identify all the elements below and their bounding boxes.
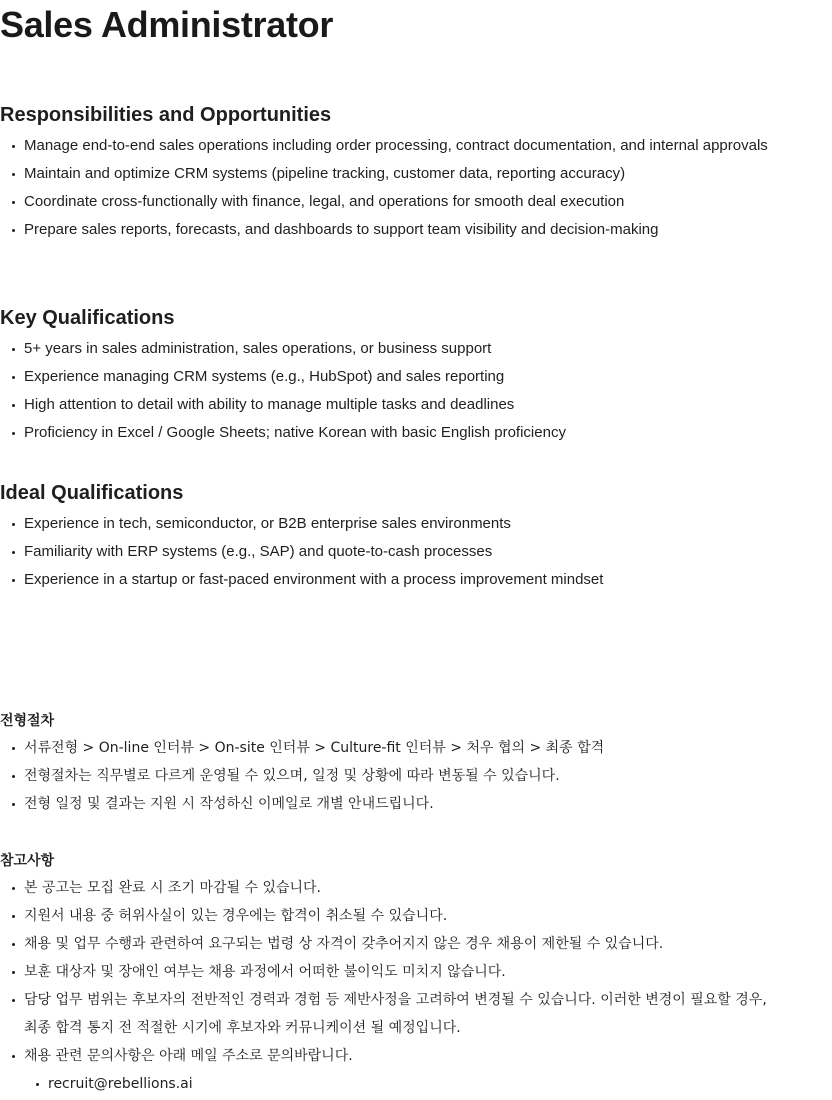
list-item: Proficiency in Excel / Google Sheets; native Korean with basic English proficiency xyxy=(0,419,770,447)
list-item: Familiarity with ERP systems (e.g., SAP) and quote-to-cash processes xyxy=(0,538,770,566)
list-item: Experience managing CRM systems (e.g., HubSpot) and sales reporting xyxy=(0,363,770,391)
contact-list xyxy=(0,1070,770,1098)
ideal-qualifications-list xyxy=(0,510,770,594)
responsibilities-list xyxy=(0,132,770,244)
list-item: 보훈 대상자 및 장애인 여부는 채용 과정에서 어떠한 불이익도 미치지 않습니다. xyxy=(0,958,770,986)
contact-email: recruit@rebellions.ai xyxy=(0,1070,770,1098)
responsibilities-heading: Responsibilities and Opportunities xyxy=(0,104,332,126)
process-list xyxy=(0,734,770,818)
page-title: Sales Administrator xyxy=(0,4,334,45)
list-item: Coordinate cross-functionally with finance, legal, and operations for smooth deal execution xyxy=(0,188,770,216)
list-item: High attention to detail with ability to manage multiple tasks and deadlines xyxy=(0,391,770,419)
list-item: 전형절차는 직무별로 다르게 운영될 수 있으며, 일정 및 상황에 따라 변동될 수 있습니다. xyxy=(0,762,770,790)
process-heading: 전형절차 xyxy=(0,712,55,728)
list-item: 지원서 내용 중 허위사실이 있는 경우에는 합격이 취소될 수 있습니다. xyxy=(0,902,770,930)
key-qualifications-list xyxy=(0,335,770,447)
list-item: Maintain and optimize CRM systems (pipeline tracking, customer data, reporting accuracy) xyxy=(0,160,770,188)
list-item: 채용 및 업무 수행과 관련하여 요구되는 법령 상 자격이 갖추어지지 않은 경우 채용이 제한될 수 있습니다. xyxy=(0,930,770,958)
list-item: 서류전형 > On-line 인터뷰 > On-site 인터뷰 > Culture-fit 인터뷰 > 처우 협의 > 최종 합격 xyxy=(0,734,770,762)
ideal-qualifications-heading: Ideal Qualifications xyxy=(0,482,184,504)
list-item: 본 공고는 모집 완료 시 조기 마감될 수 있습니다. xyxy=(0,874,770,902)
key-qualifications-heading: Key Qualifications xyxy=(0,307,175,329)
list-item: Experience in tech, semiconductor, or B2B enterprise sales environments xyxy=(0,510,770,538)
list-item: 채용 관련 문의사항은 아래 메일 주소로 문의바랍니다. xyxy=(0,1042,770,1070)
list-item: Manage end-to-end sales operations including order processing, contract documentation, and internal approvals xyxy=(0,132,770,160)
list-item: 전형 일정 및 결과는 지원 시 작성하신 이메일로 개별 안내드립니다. xyxy=(0,790,770,818)
notes-heading: 참고사항 xyxy=(0,852,55,868)
list-item: 5+ years in sales administration, sales operations, or business support xyxy=(0,335,770,363)
list-item: 담당 업무 범위는 후보자의 전반적인 경력과 경험 등 제반사정을 고려하여 변경될 수 있습니다. 이러한 변경이 필요할 경우, 최종 합격 통지 전 적절한 시기에 후보자와 커뮤니케이션 될 예정입니다. xyxy=(0,986,770,1042)
list-item: Prepare sales reports, forecasts, and dashboards to support team visibility and decision-making xyxy=(0,216,770,244)
notes-list xyxy=(0,874,770,1070)
list-item: Experience in a startup or fast-paced environment with a process improvement mindset xyxy=(0,566,770,594)
